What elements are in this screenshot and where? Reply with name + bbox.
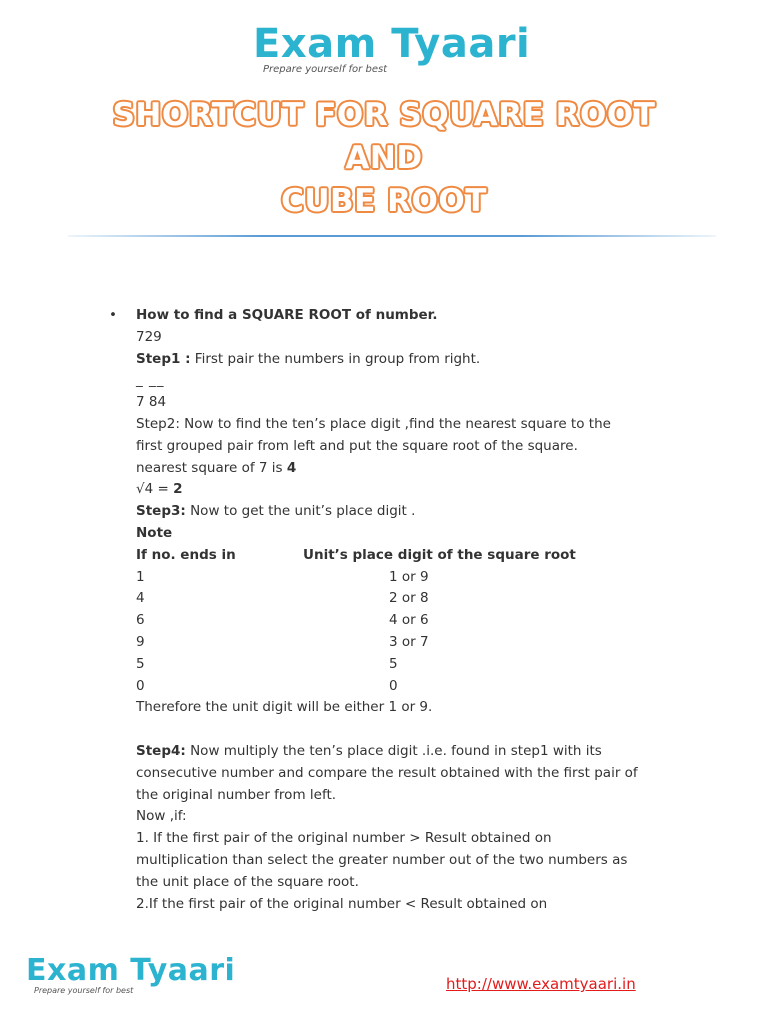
step4-line-3: the original number from left. — [136, 786, 337, 803]
table-row — [136, 632, 716, 654]
footer-logo-text: Exam Tyaari — [26, 953, 236, 988]
table-row — [136, 654, 716, 676]
nearest-square-text: nearest square of 7 is — [136, 459, 287, 476]
example-number: 729 — [136, 328, 162, 345]
pair-numbers: 7 84 — [136, 394, 167, 411]
table-cell-unit-digit: 4 or 6 — [389, 612, 429, 629]
table-row — [136, 588, 716, 610]
document-body — [136, 305, 716, 915]
section-heading: How to find a SQUARE ROOT of number. — [136, 307, 438, 323]
logo-text: Exam Tyaari — [253, 21, 531, 67]
table-cell-ends-in: 1 — [136, 568, 145, 585]
paragraph-gap — [136, 719, 716, 741]
sqrt-line — [136, 479, 716, 501]
nearest-square-line — [136, 458, 716, 480]
table-row — [136, 567, 716, 589]
footer-logo — [26, 954, 235, 996]
step4-label: Step4: — [136, 742, 186, 759]
condition1-line-1: 1. If the first pair of the original number > Result obtained on — [136, 830, 552, 847]
table-header-ends-in: If no. ends in — [136, 546, 236, 563]
table-cell-unit-digit: 5 — [389, 655, 398, 672]
nearest-square-value: 4 — [286, 459, 297, 476]
step1-line — [136, 349, 716, 371]
condition2-line-1: 2.If the first pair of the original number < Result obtained on — [136, 895, 548, 912]
step4-line-1 — [136, 741, 716, 763]
condition1-line-3: the unit place of the square root. — [136, 873, 359, 890]
therefore-line: Therefore the unit digit will be either 1 or 9. — [136, 699, 433, 716]
now-if-line: Now ,if: — [136, 808, 187, 825]
title-divider — [68, 235, 716, 237]
condition1-line-2: multiplication than select the greater number out of the two numbers as — [136, 851, 628, 868]
table-cell-unit-digit: 0 — [389, 677, 398, 694]
page-title-line-3: CUBE ROOT — [281, 183, 487, 219]
step4-text: Now multiply the ten’s place digit .i.e. found in step1 with its — [185, 742, 602, 759]
table-cell-ends-in: 6 — [136, 612, 145, 629]
pair-marks: _ __ — [136, 372, 165, 389]
page-title-line-2: AND — [345, 140, 423, 176]
table-cell-unit-digit: 3 or 7 — [389, 633, 429, 650]
step4-line-2: consecutive number and compare the result obtained with the first pair of — [136, 764, 638, 781]
step1-text: First pair the numbers in group from right. — [190, 350, 481, 367]
table-cell-unit-digit: 1 or 9 — [389, 568, 429, 585]
table-cell-ends-in: 0 — [136, 677, 145, 694]
table-row — [136, 676, 716, 698]
step2-line-1: Step2: Now to find the ten’s place digit ,find the nearest square to the — [136, 415, 611, 432]
bullet-marker: • — [109, 307, 117, 323]
sqrt-value: 2 — [173, 481, 183, 498]
table-header — [136, 545, 716, 567]
step3-text: Now to get the unit’s place digit . — [185, 503, 416, 520]
step2-line-2: first grouped pair from left and put the square root of the square. — [136, 437, 578, 454]
table-header-unit-digit: Unit’s place digit of the square root — [303, 546, 576, 563]
table-cell-unit-digit: 2 or 8 — [389, 590, 429, 607]
step1-label: Step1 : — [136, 350, 191, 367]
footer-logo-tagline: Prepare yourself for best — [34, 986, 134, 995]
step3-label: Step3: — [136, 503, 186, 520]
header-logo — [253, 22, 530, 76]
page-title-line-1: SHORTCUT FOR SQUARE ROOT — [112, 97, 656, 133]
table-cell-ends-in: 4 — [136, 590, 145, 607]
website-link[interactable]: http://www.examtyaari.in — [446, 975, 636, 993]
table-cell-ends-in: 5 — [136, 655, 145, 672]
note-label: Note — [136, 524, 173, 541]
step3-line — [136, 501, 716, 523]
logo-tagline: Prepare yourself for best — [263, 64, 388, 75]
table-row — [136, 610, 716, 632]
table-cell-ends-in: 9 — [136, 633, 145, 650]
sqrt-text: √4 = — [136, 481, 174, 498]
